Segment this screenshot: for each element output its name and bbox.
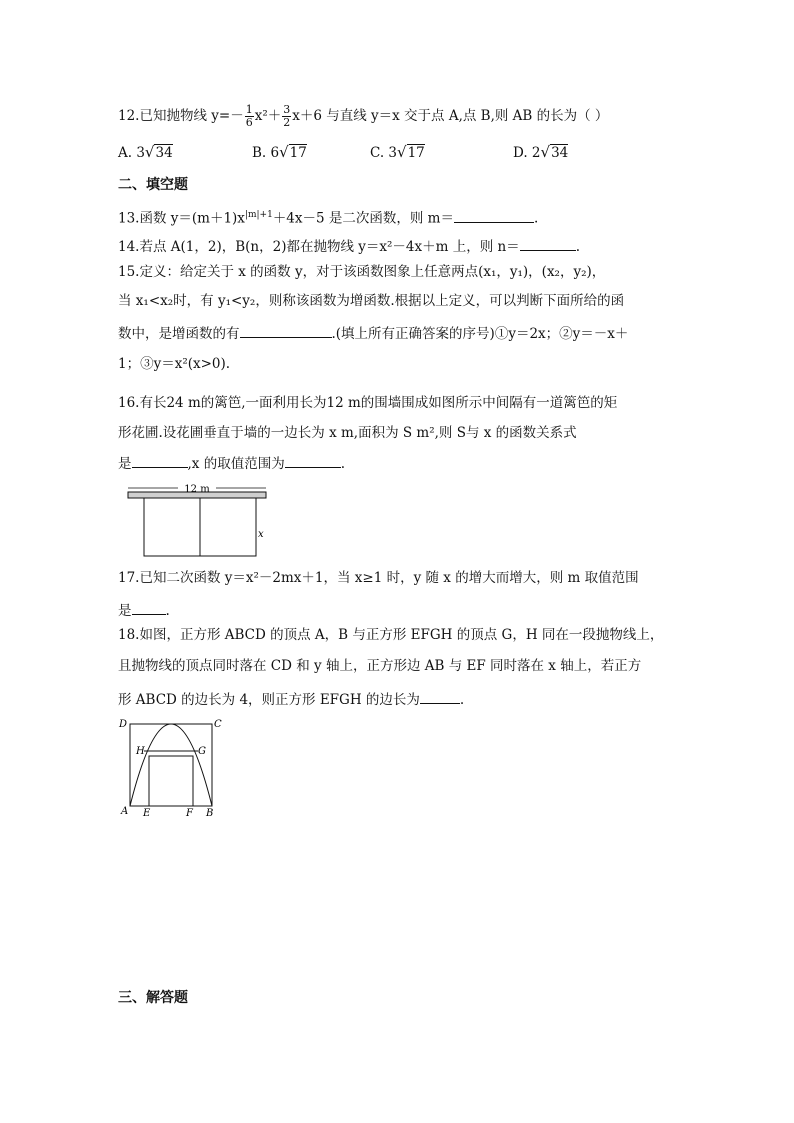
question-18-line-1: 18.如图，正方形 ABCD 的顶点 A，B 与正方形 EFGH 的顶点 G，H 同在一段抛物线上， [118,627,664,643]
garden-fence-figure [122,480,272,560]
section-heading-solutions: 三、解答题 [118,990,188,1006]
q12-option-d: D. 2√34 [513,143,569,161]
label-b: B [206,808,214,819]
q12-option-c: C. 3√17 [370,143,425,161]
parabola [130,724,212,806]
wall-length-label: 12 m [184,484,210,495]
label-c: C [214,719,222,730]
question-12 [118,104,608,129]
question-15-line-2: 当 x₁<x₂时，有 y₁<y₂，则称该函数为增函数.根据以上定义，可以判断下面所给的函 [118,293,625,309]
section-heading-fill-in: 二、填空题 [118,177,188,193]
label-d: D [119,719,128,730]
question-15-line-4: 1；③y＝x²(x>0). [118,356,231,372]
label-h: H [136,746,145,757]
sqrt-icon: √ [279,143,289,161]
label-g: G [198,746,206,757]
fraction-three-halves: $\frac{3}{2}$ [283,103,291,129]
label-e: E [143,808,151,819]
sqrt-icon: √ [540,143,551,161]
answer-blank[interactable] [420,689,460,704]
question-14: 14.若点 A(1，2)，B(n，2)都在抛物线 y＝x²－4x＋m 上，则 n＝ . [118,236,580,257]
answer-blank[interactable] [132,600,166,615]
question-15-line-3: 数中，是增函数的有 .(填上所有正确答案的序号)①y＝2x；②y＝－x＋ [118,323,628,344]
square-efgh [149,756,193,806]
answer-blank[interactable] [132,453,188,468]
answer-blank[interactable] [454,208,534,223]
parabola-squares-figure [116,714,226,820]
question-16-line-3: 是 ,x 的取值范围为 . [118,453,345,474]
q12-prefix: 12.已知抛物线 y=－ [118,108,244,124]
question-15-line-1: 15.定义：给定关于 x 的函数 y，对于该函数图象上任意两点(x₁，y₁)，(x₂，y₂)， [118,264,606,280]
fraction-one-sixth: $\frac{1}{6}$ [245,103,253,129]
question-16-line-1: 16.有长24 m的篱笆,一面利用长为12 m的围墙围成如图所示中间隔有一道篱笆的矩 [118,395,618,411]
q12-mid: x²＋ [254,108,282,124]
answer-blank[interactable] [240,323,332,338]
sqrt-icon: √ [144,143,155,161]
side-length-label: x [258,529,264,540]
q12-option-b: B. 6√17 [252,143,307,161]
question-17-line-2: 是 . [118,600,170,621]
question-18-line-3: 形 ABCD 的边长为 4，则正方形 EFGH 的边长为 . [118,689,464,710]
q12-suffix: x＋6 与直线 y＝x 交于点 A,点 B,则 AB 的长为（ ） [292,108,609,124]
q12-option-a: A. 3√34 [118,143,173,161]
question-18-line-2: 且抛物线的顶点同时落在 CD 和 y 轴上，正方形边 AB 与 EF 同时落在 x 轴上，若正方 [118,658,642,674]
question-13: 13.函数 $y=(m+1)x^{|m|+1}+4x-5$ 是二次函数，则 m＝ . [118,205,538,229]
sqrt-icon: √ [397,143,407,161]
answer-blank[interactable] [520,236,576,251]
label-a: A [121,806,129,817]
answer-blank[interactable] [285,453,341,468]
question-17-line-1: 17.已知二次函数 y＝x²－2mx＋1，当 x≥1 时，y 随 x 的增大而增大，则 m 取值范围 [118,570,639,586]
question-16-line-2: 形花圃.设花圃垂直于墙的一边长为 x m,面积为 S m²,则 S与 x 的函数关系式 [118,425,577,441]
label-f: F [186,808,193,819]
